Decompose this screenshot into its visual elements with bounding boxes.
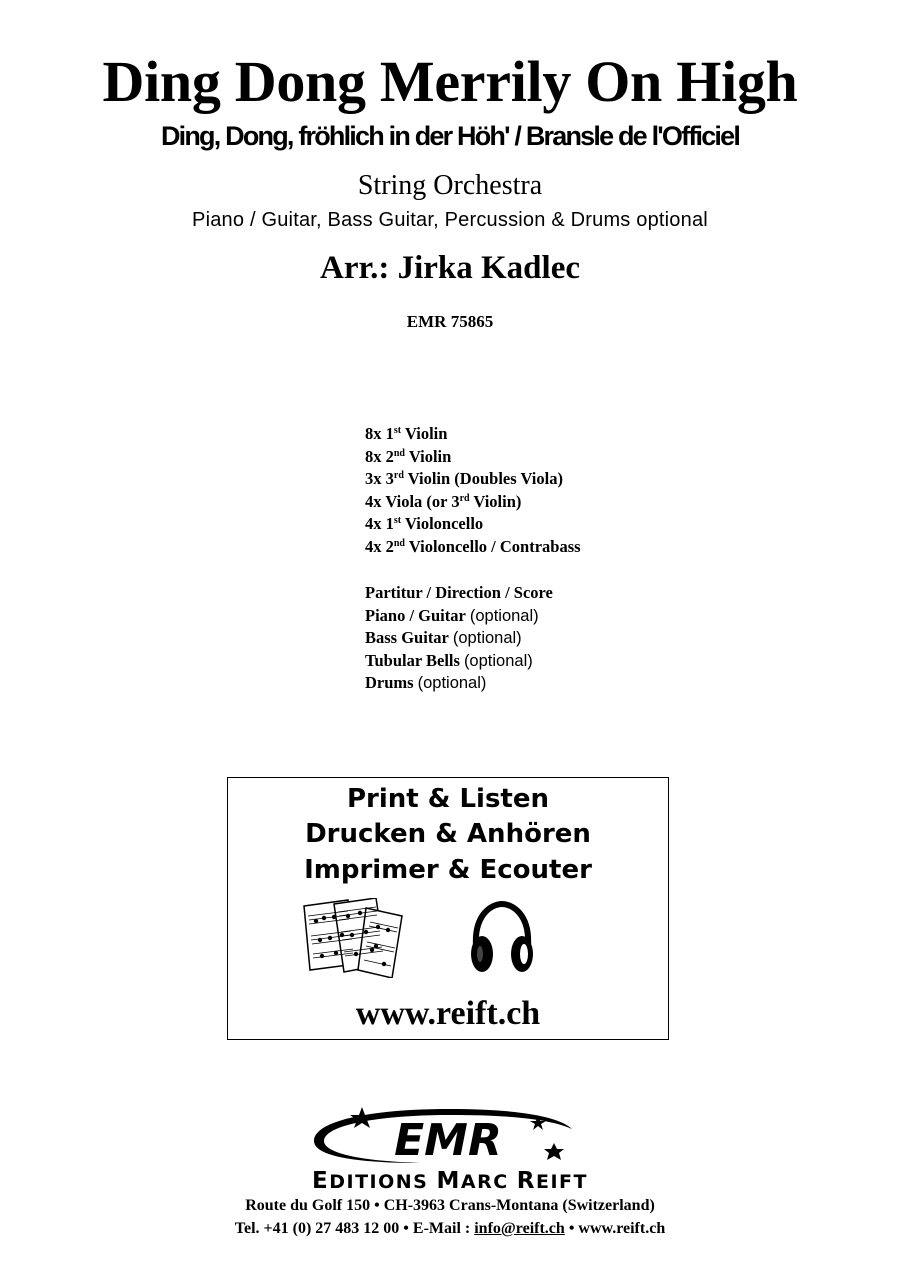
publisher-name: EDITIONS MARC REIFT — [312, 1168, 588, 1194]
headphones-icon — [468, 900, 536, 976]
extra-item: Tubular Bells (optional) — [365, 650, 533, 670]
publisher-contact: Tel. +41 (0) 27 483 12 00 • E-Mail : info@reift.ch • www.reift.ch — [234, 1220, 666, 1237]
ensemble: String Orchestra — [357, 170, 543, 201]
title: Ding Dong Merrily On High — [102, 49, 798, 114]
optional-instruments: Piano / Guitar, Bass Guitar, Percussion & Drums optional — [192, 209, 708, 231]
website-link[interactable]: www.reift.ch — [355, 995, 541, 1032]
extra-item: Piano / Guitar (optional) — [365, 605, 539, 625]
promo-line-fr: Imprimer & Ecouter — [304, 855, 592, 885]
print-listen-box — [227, 777, 669, 1040]
part-item: 8x 1st Violin — [365, 424, 448, 443]
sheet-music-icon — [300, 898, 412, 978]
catalog-number: EMR 75865 — [406, 312, 494, 331]
part-item: 4x 1st Violoncello — [365, 514, 484, 534]
promo-line-de: Drucken & Anhören — [305, 819, 591, 849]
email-link[interactable]: info@reift.ch — [474, 1220, 565, 1237]
extra-item: Bass Guitar (optional) — [365, 628, 522, 648]
part-item: 4x Viola (or 3rd Violin) — [365, 491, 522, 511]
part-item: 8x 2nd Violin — [365, 446, 452, 466]
publisher-address: Route du Golf 150 • CH-3963 Crans-Montana (Switzerland) — [245, 1197, 655, 1214]
emr-logo-text: EMR — [394, 1115, 502, 1166]
extra-item: Drums (optional) — [365, 673, 487, 693]
subtitle: Ding, Dong, fröhlich in der Höh' / Bransle de l'Officiel — [160, 121, 740, 151]
extra-item: Partitur / Direction / Score — [365, 583, 553, 602]
extras-list — [365, 582, 553, 695]
parts-list — [365, 423, 581, 559]
part-item: 3x 3rd Violin (Doubles Viola) — [365, 469, 563, 489]
promo-line-en: Print & Listen — [346, 784, 550, 814]
emr-logo-icon — [310, 1105, 590, 1167]
part-item: 4x 2nd Violoncello / Contrabass — [365, 536, 581, 556]
arranger: Arr.: Jirka Kadlec — [320, 250, 580, 286]
